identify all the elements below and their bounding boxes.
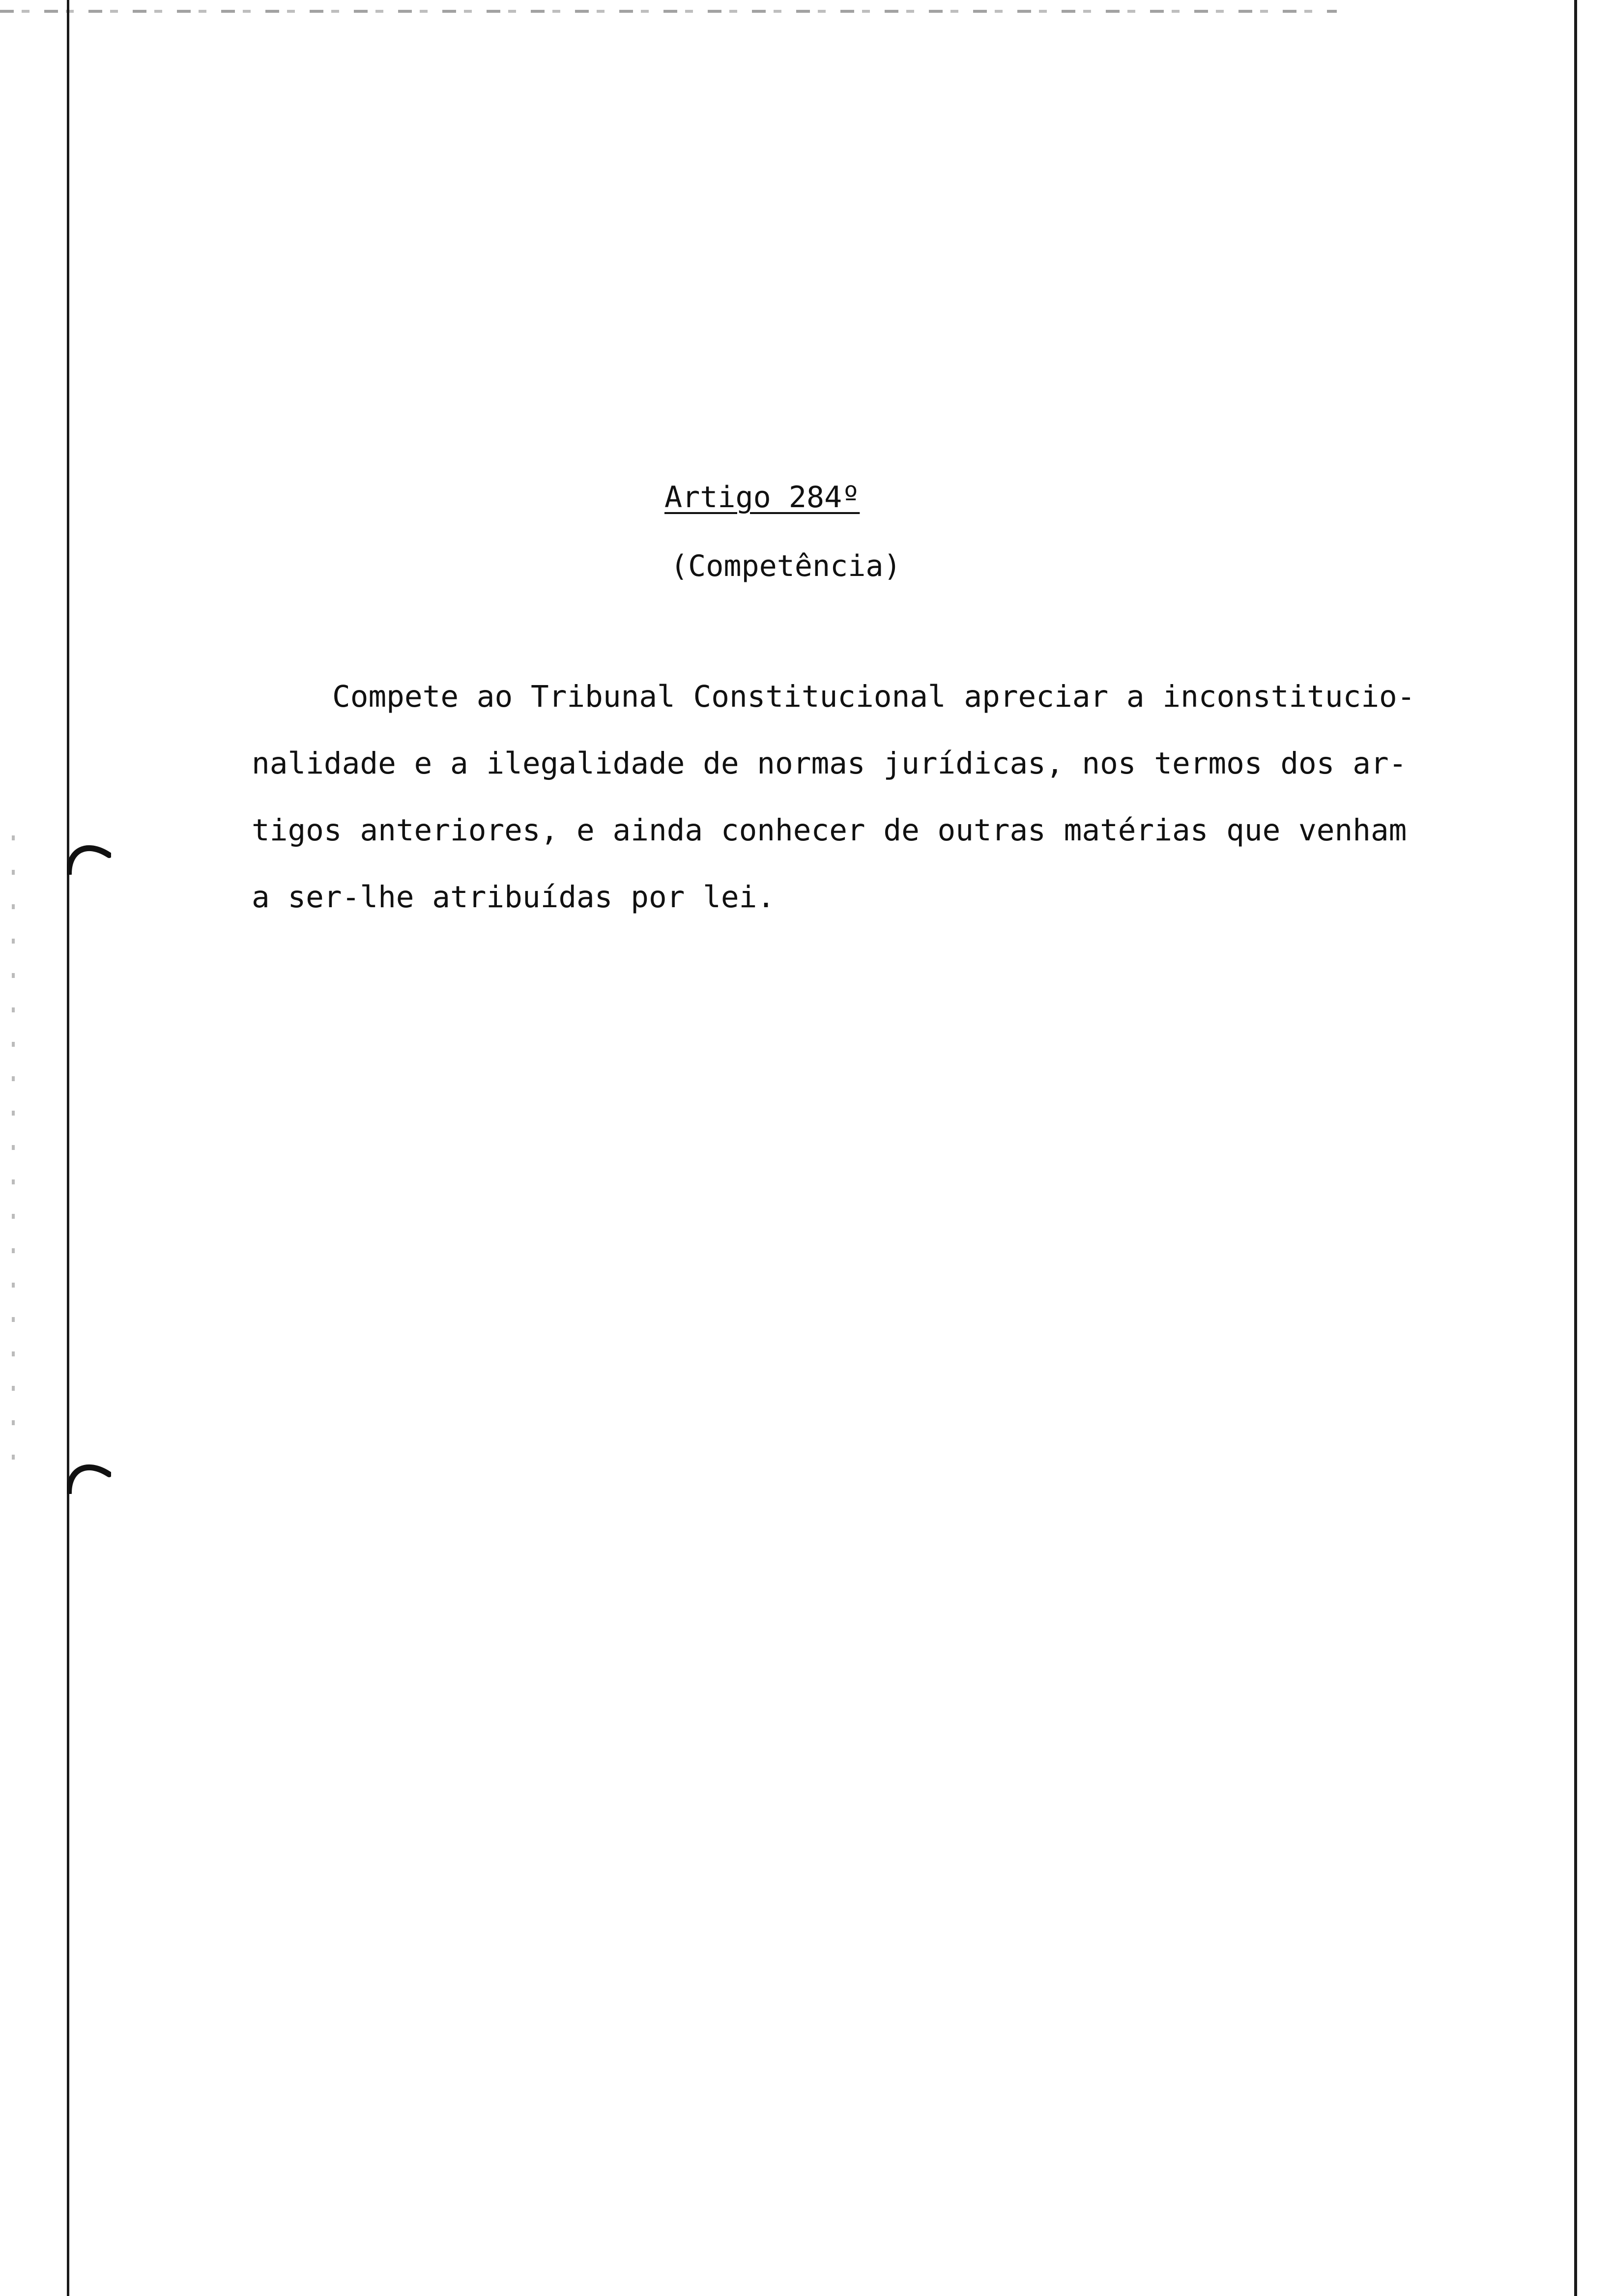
paragraph-line: tigos anteriores, e ainda conhecer de outras matérias que venham <box>252 813 1407 848</box>
scan-top-edge <box>0 10 1337 13</box>
right-margin-rule <box>1574 0 1577 2296</box>
binder-hook-icon <box>67 1455 111 1494</box>
left-margin-rule <box>67 0 69 2296</box>
article-subtitle: (Competência) <box>670 549 901 583</box>
paragraph-line: nalidade e a ilegalidade de normas jurídicas, nos termos dos ar- <box>252 746 1407 781</box>
paragraph-line: a ser-lhe atribuídas por lei. <box>252 880 776 915</box>
binding-marks <box>12 835 15 1474</box>
article-paragraph <box>252 677 1415 945</box>
article-title: Artigo 284º <box>664 480 860 515</box>
binder-hook-icon <box>67 835 111 875</box>
paragraph-line: Compete ao Tribunal Constitucional apreciar a inconstitucio- <box>332 679 1415 714</box>
